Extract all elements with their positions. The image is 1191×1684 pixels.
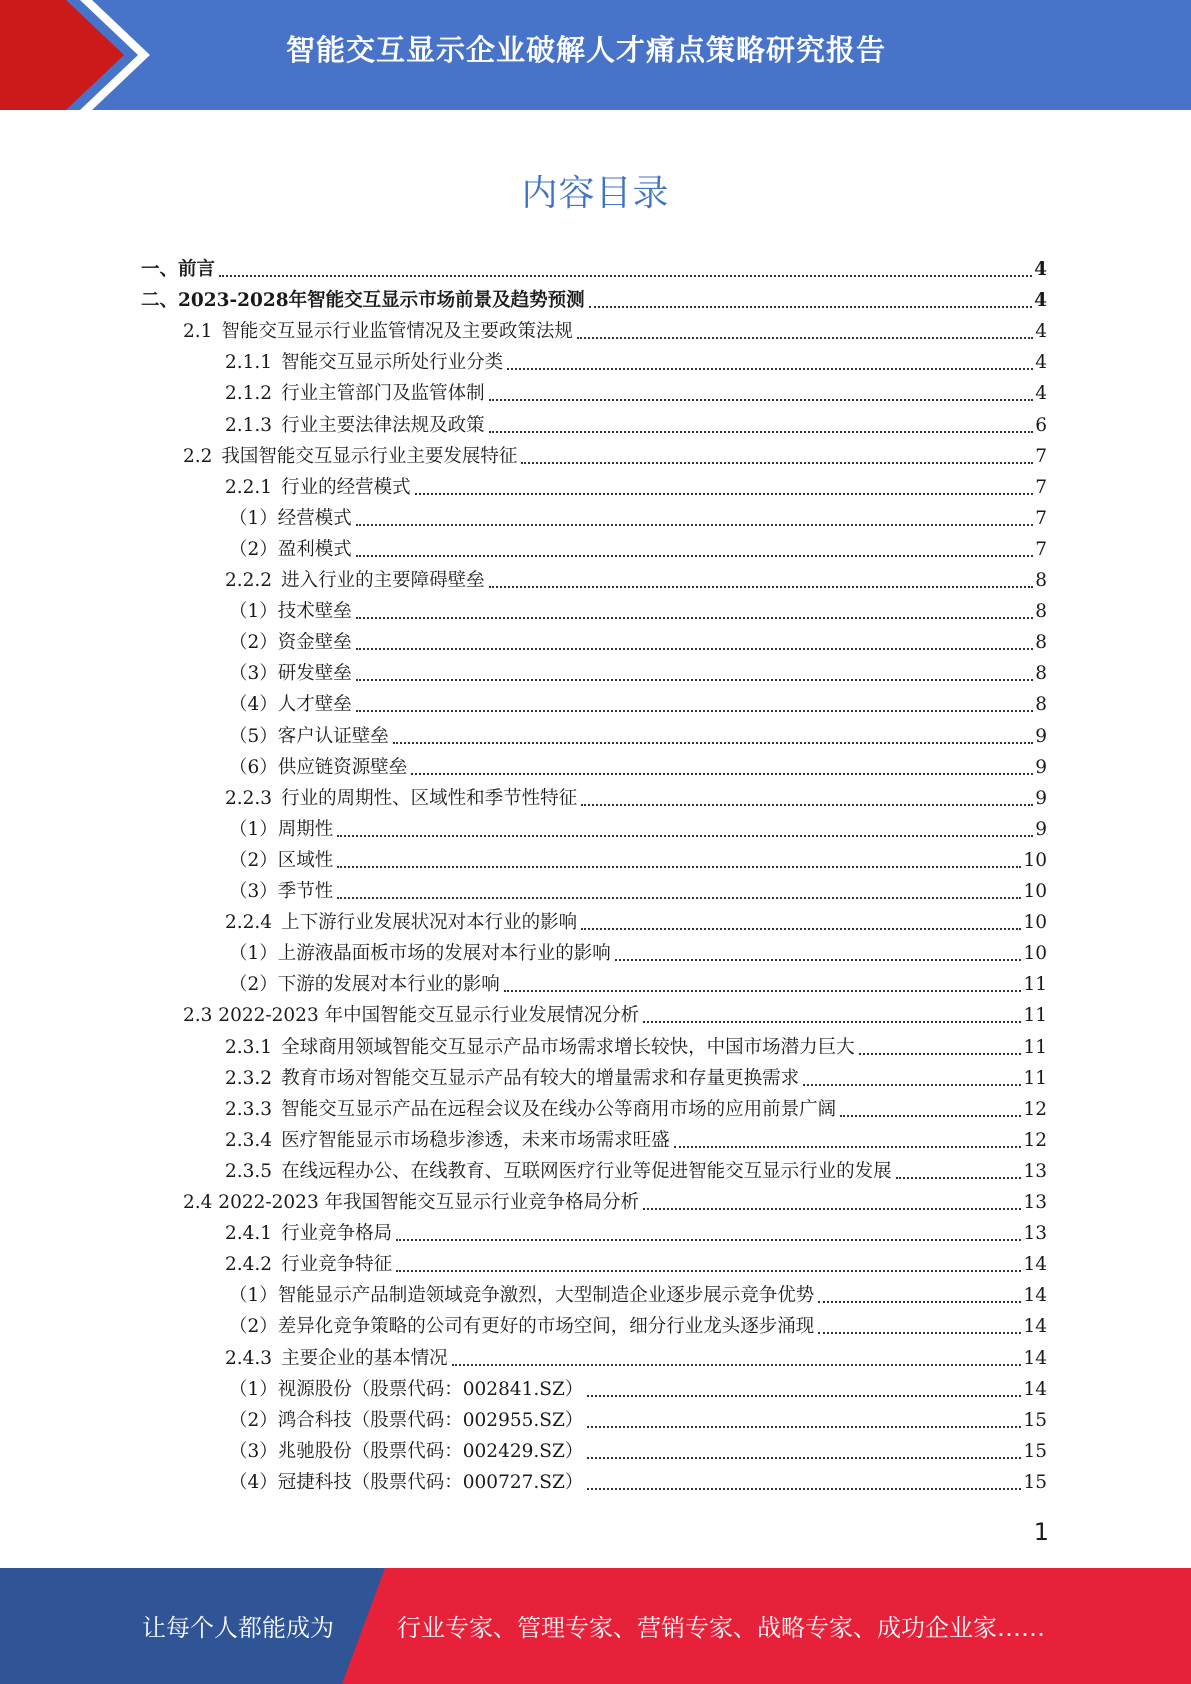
toc-dot-leader — [818, 1331, 1021, 1334]
toc-entry[interactable] — [229, 503, 1047, 534]
toc-dot-leader — [219, 274, 1032, 277]
toc-entry-page: 11 — [1023, 1037, 1047, 1058]
toc-entry-page: 9 — [1035, 819, 1047, 840]
toc-entry[interactable] — [183, 441, 1047, 472]
toc-dot-leader — [643, 1207, 1021, 1210]
toc-entry[interactable] — [141, 285, 1047, 316]
toc-entry-number: 2.1 — [183, 321, 213, 342]
toc-entry[interactable] — [225, 1218, 1047, 1249]
toc-dot-leader — [489, 430, 1034, 433]
toc-entry-label: （3）季节性 — [229, 881, 334, 902]
toc-dot-leader — [581, 927, 1021, 930]
toc-entry-page: 7 — [1035, 508, 1047, 529]
toc-entry-page: 6 — [1035, 415, 1047, 436]
toc-dot-leader — [577, 336, 1033, 339]
toc-dot-leader — [356, 709, 1033, 712]
toc-entry-label: （2）区域性 — [229, 850, 334, 871]
toc-entry-number: 2.2.1 — [225, 477, 273, 498]
toc-entry-page: 15 — [1023, 1441, 1047, 1462]
toc-entry-label: 教育市场对智能交互显示产品有较大的增量需求和存量更换需求 — [281, 1068, 800, 1089]
toc-entry-label: 我国智能交互显示行业主要发展特征 — [221, 446, 518, 467]
toc-entry[interactable] — [225, 472, 1047, 503]
toc-entry-page: 15 — [1023, 1410, 1047, 1431]
toc-entry-label: （1）周期性 — [229, 819, 334, 840]
toc-entry-page: 14 — [1023, 1379, 1047, 1400]
toc-dot-leader — [337, 834, 1033, 837]
toc-entry-label: （4）冠捷科技（股票代码：000727.SZ） — [229, 1472, 584, 1493]
toc-entry[interactable] — [225, 347, 1047, 378]
toc-entry-page: 12 — [1023, 1099, 1047, 1120]
toc-entry[interactable] — [141, 254, 1047, 285]
toc-entry[interactable] — [225, 783, 1047, 814]
toc-entry-page: 7 — [1035, 539, 1047, 560]
toc-entry-label: （3）研发壁垒 — [229, 663, 352, 684]
toc-dot-leader — [643, 1020, 1021, 1023]
toc-entry-label: 2.3 2022-2023 年中国智能交互显示行业发展情况分析 — [183, 1005, 640, 1026]
toc-dot-leader — [896, 1176, 1022, 1179]
toc-dot-leader — [587, 1487, 1021, 1490]
toc-entry[interactable] — [229, 845, 1047, 876]
toc-dot-leader — [587, 1456, 1021, 1459]
toc-dot-leader — [337, 865, 1021, 868]
toc-entry[interactable] — [229, 1280, 1047, 1311]
toc-entry[interactable] — [229, 1405, 1047, 1436]
toc-dot-leader — [489, 398, 1034, 401]
toc-entry-label: （5）客户认证壁垒 — [229, 726, 389, 747]
toc-entry-page: 11 — [1023, 1068, 1047, 1089]
toc-entry-label: （2）下游的发展对本行业的影响 — [229, 974, 500, 995]
toc-entry[interactable] — [225, 1063, 1047, 1094]
page-number: 1 — [1033, 1518, 1049, 1546]
toc-entry-page: 13 — [1023, 1192, 1047, 1213]
toc-dot-leader — [356, 554, 1033, 557]
toc-dot-leader — [818, 1300, 1021, 1303]
toc-entry-page: 4 — [1035, 352, 1047, 373]
toc-entry-page: 9 — [1035, 726, 1047, 747]
toc-dot-leader — [504, 989, 1022, 992]
footer-slogan-roles: 行业专家、管理专家、营销专家、战略专家、成功企业家…… — [397, 1614, 1045, 1642]
toc-entry-page: 10 — [1023, 881, 1047, 902]
toc-entry-number: 2.3.2 — [225, 1068, 273, 1089]
toc-entry[interactable] — [229, 721, 1047, 752]
toc-entry[interactable] — [229, 1436, 1047, 1467]
toc-entry-page: 9 — [1035, 788, 1047, 809]
toc-entry[interactable] — [225, 1125, 1047, 1156]
toc-entry[interactable] — [229, 658, 1047, 689]
toc-entry-label: 在线远程办公、在线教育、互联网医疗行业等促进智能交互显示行业的发展 — [281, 1161, 892, 1182]
toc-entry[interactable] — [225, 1249, 1047, 1280]
toc-heading: 内容目录 — [521, 173, 670, 214]
toc-entry-label: （1）技术壁垒 — [229, 601, 352, 622]
toc-dot-leader — [521, 461, 1033, 464]
toc-entry-label: 一、前言 — [141, 259, 216, 280]
toc-entry[interactable] — [183, 1000, 1047, 1031]
toc-entry-page: 4 — [1035, 321, 1047, 342]
toc-entry-label: 2.4 2022-2023 年我国智能交互显示行业竞争格局分析 — [183, 1192, 640, 1213]
toc-entry-label: 进入行业的主要障碍壁垒 — [281, 570, 485, 591]
toc-dot-leader — [859, 1052, 1022, 1055]
toc-entry[interactable] — [225, 378, 1047, 409]
toc-entry-label: （6）供应链资源壁垒 — [229, 757, 408, 778]
toc-entry[interactable] — [229, 814, 1047, 845]
toc-dot-leader — [337, 896, 1021, 899]
toc-entry-page: 13 — [1023, 1161, 1047, 1182]
toc-entry-label: （4）人才壁垒 — [229, 694, 352, 715]
toc-entry[interactable] — [183, 316, 1047, 347]
toc-entry-label: 上下游行业发展状况对本行业的影响 — [281, 912, 578, 933]
toc-dot-leader — [356, 678, 1033, 681]
toc-entry-number: 2.3.1 — [225, 1037, 273, 1058]
toc-entry-label: （1）上游液晶面板市场的发展对本行业的影响 — [229, 943, 611, 964]
toc-entry-number: 2.2.2 — [225, 570, 273, 591]
toc-entry-page: 11 — [1023, 1005, 1047, 1026]
toc-dot-leader — [581, 803, 1033, 806]
toc-entry-label: 行业的周期性、区域性和季节性特征 — [281, 788, 578, 809]
toc-entry-page: 4 — [1034, 290, 1047, 311]
toc-dot-leader — [589, 305, 1032, 308]
toc-entry[interactable] — [229, 596, 1047, 627]
footer-slogan-lead: 让每个人都能成为 — [142, 1614, 334, 1642]
toc-entry-label: 行业主要法律法规及政策 — [281, 415, 485, 436]
toc-entry-label: 行业的经营模式 — [281, 477, 411, 498]
toc-entry-page: 11 — [1023, 974, 1047, 995]
toc-entry-label: （2）资金壁垒 — [229, 632, 352, 653]
toc-entry-page: 8 — [1035, 601, 1047, 622]
toc-entry-page: 4 — [1035, 383, 1047, 404]
toc-dot-leader — [396, 1269, 1021, 1272]
toc-dot-leader — [356, 647, 1033, 650]
toc-entry[interactable] — [229, 752, 1047, 783]
toc-dot-leader — [489, 585, 1034, 588]
toc-entry-page: 8 — [1035, 632, 1047, 653]
toc-entry[interactable] — [225, 1094, 1047, 1125]
toc-entry-number: 2.1.1 — [225, 352, 273, 373]
toc-dot-leader — [396, 1238, 1021, 1241]
toc-entry-page: 10 — [1023, 850, 1047, 871]
toc-entry-page: 13 — [1023, 1223, 1047, 1244]
toc-entry[interactable] — [225, 1343, 1047, 1374]
toc-entry[interactable] — [229, 627, 1047, 658]
toc-entry-number: 2.1.3 — [225, 415, 273, 436]
toc-entry-label: （2）鸿合科技（股票代码：002955.SZ） — [229, 1410, 584, 1431]
toc-entry-label: 医疗智能显示市场稳步渗透，未来市场需求旺盛 — [281, 1130, 670, 1151]
toc-entry-page: 4 — [1034, 259, 1047, 280]
toc-entry[interactable] — [225, 1032, 1047, 1063]
toc-entry[interactable] — [229, 876, 1047, 907]
toc-entry-label: 二、2023-2028年智能交互显示市场前景及趋势预测 — [141, 290, 585, 311]
toc-dot-leader — [452, 1363, 1022, 1366]
toc-entry-page: 8 — [1035, 570, 1047, 591]
toc-entry-page: 14 — [1023, 1254, 1047, 1275]
toc-entry-number: 2.4.1 — [225, 1223, 273, 1244]
toc-entry-label: （2）盈利模式 — [229, 539, 352, 560]
toc-entry-number: 2.3.3 — [225, 1099, 273, 1120]
toc-entry-page: 14 — [1023, 1285, 1047, 1306]
toc-entry[interactable] — [229, 1311, 1047, 1342]
report-title: 智能交互显示企业破解人才痛点策略研究报告 — [286, 33, 887, 67]
toc-entry[interactable] — [229, 938, 1047, 969]
toc-entry-page: 10 — [1023, 912, 1047, 933]
toc-entry-number: 2.3.5 — [225, 1161, 273, 1182]
toc-dot-leader — [840, 1114, 1021, 1117]
toc-entry[interactable] — [225, 907, 1047, 938]
toc-entry[interactable] — [225, 410, 1047, 441]
toc-entry-label: 行业竞争格局 — [281, 1223, 393, 1244]
toc-entry-number: 2.4.2 — [225, 1254, 273, 1275]
toc-entry-label: 全球商用领域智能交互显示产品市场需求增长较快，中国市场潜力巨大 — [281, 1037, 855, 1058]
toc-entry[interactable] — [225, 1156, 1047, 1187]
toc-entry-label: 行业主管部门及监管体制 — [281, 383, 485, 404]
toc-entry-number: 2.3.4 — [225, 1130, 273, 1151]
toc-dot-leader — [674, 1145, 1022, 1148]
toc-entry-label: （1）经营模式 — [229, 508, 352, 529]
toc-entry-page: 12 — [1023, 1130, 1047, 1151]
toc-entry-number: 2.2.4 — [225, 912, 273, 933]
toc-entry[interactable] — [225, 565, 1047, 596]
report-header-band — [0, 0, 1191, 110]
report-footer-band — [0, 1568, 1191, 1684]
toc-dot-leader — [356, 523, 1033, 526]
toc-entry[interactable] — [229, 1374, 1047, 1405]
toc-entry[interactable] — [229, 1467, 1047, 1498]
toc-entry-page: 15 — [1023, 1472, 1047, 1493]
toc-dot-leader — [587, 1425, 1021, 1428]
toc-dot-leader — [393, 741, 1033, 744]
toc-entry-label: （2）差异化竞争策略的公司有更好的市场空间，细分行业龙头逐步涌现 — [229, 1316, 815, 1337]
toc-entry-page: 7 — [1035, 446, 1047, 467]
toc-entry-label: 智能交互显示所处行业分类 — [281, 352, 504, 373]
toc-entry-number: 2.2 — [183, 446, 213, 467]
toc-dot-leader — [356, 616, 1033, 619]
toc-dot-leader — [803, 1083, 1021, 1086]
toc-entry-page: 8 — [1035, 663, 1047, 684]
toc-entry-number: 2.1.2 — [225, 383, 273, 404]
toc-entry[interactable] — [229, 534, 1047, 565]
toc-entry-label: （3）兆驰股份（股票代码：002429.SZ） — [229, 1441, 584, 1462]
toc-entry-page: 8 — [1035, 694, 1047, 715]
toc-entry-page: 14 — [1023, 1348, 1047, 1369]
toc-entry[interactable] — [229, 689, 1047, 720]
toc-entry-page: 10 — [1023, 943, 1047, 964]
toc-entry[interactable] — [229, 969, 1047, 1000]
toc-entry-page: 9 — [1035, 757, 1047, 778]
toc-entry-number: 2.4.3 — [225, 1348, 273, 1369]
toc-entry-label: 智能交互显示行业监管情况及主要政策法规 — [221, 321, 573, 342]
toc-dot-leader — [415, 492, 1034, 495]
toc-entry-label: 智能交互显示产品在远程会议及在线办公等商用市场的应用前景广阔 — [281, 1099, 837, 1120]
toc-entry-page: 7 — [1035, 477, 1047, 498]
toc-entry-label: （1）智能显示产品制造领域竞争激烈，大型制造企业逐步展示竞争优势 — [229, 1285, 815, 1306]
toc-dot-leader — [507, 367, 1033, 370]
toc-entry-label: 行业竞争特征 — [281, 1254, 393, 1275]
toc-dot-leader — [587, 1394, 1021, 1397]
toc-entry-page: 14 — [1023, 1316, 1047, 1337]
toc-dot-leader — [411, 772, 1033, 775]
toc-entry[interactable] — [183, 1187, 1047, 1218]
toc-entry-number: 2.2.3 — [225, 788, 273, 809]
toc-entry-label: 主要企业的基本情况 — [281, 1348, 448, 1369]
toc-dot-leader — [615, 958, 1022, 961]
toc-entry-label: （1）视源股份（股票代码：002841.SZ） — [229, 1379, 584, 1400]
